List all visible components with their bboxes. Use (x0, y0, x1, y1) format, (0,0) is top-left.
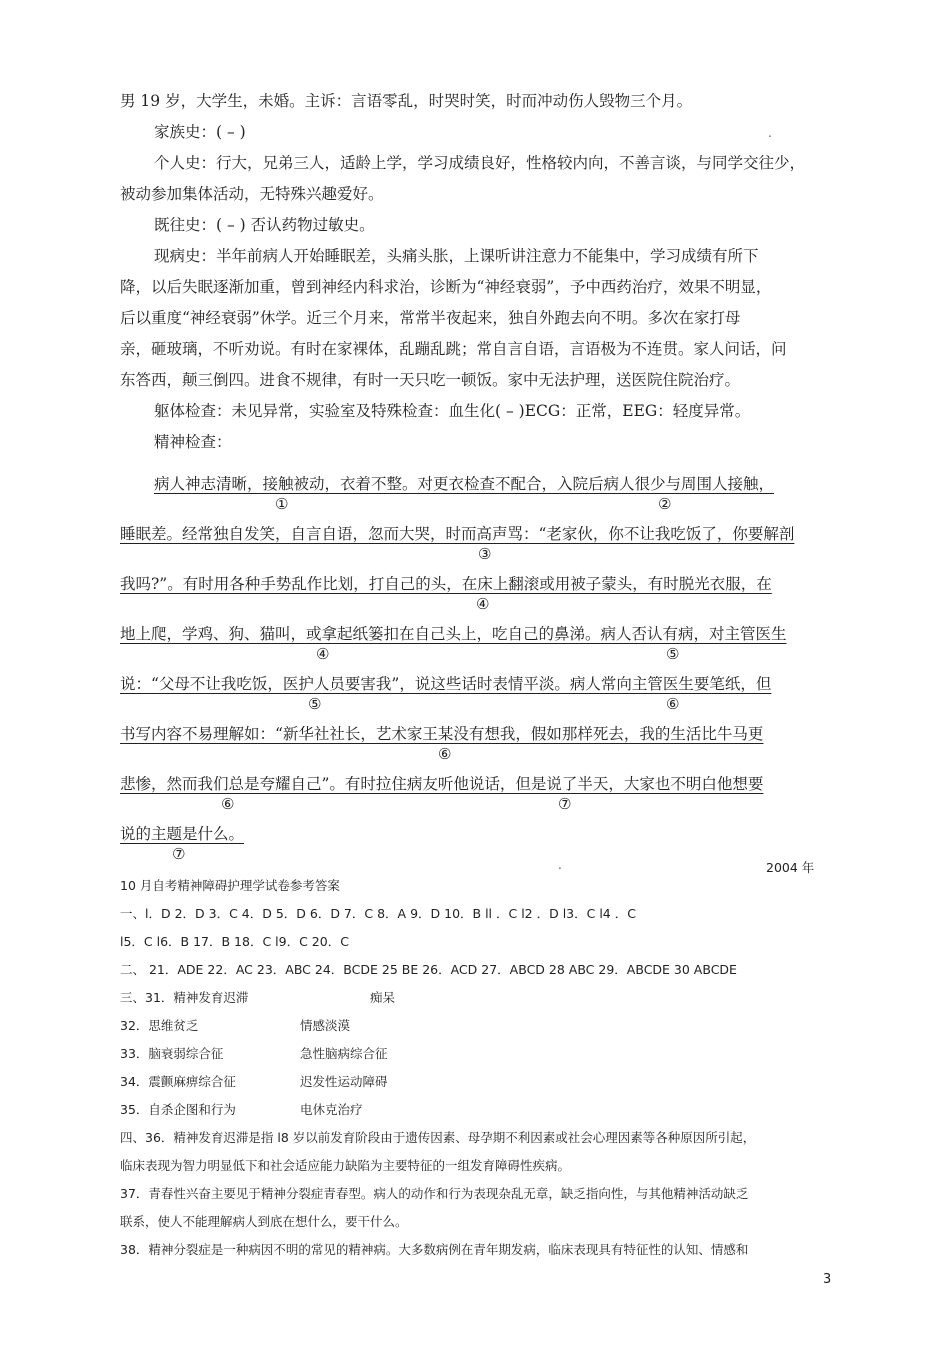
term-left: 34．震颤麻痹综合征 (120, 1074, 236, 1089)
answer-38-line-1: 38．精神分裂症是一种病因不明的常见的精神病。大多数病例在青年期发病，临床表现具有特征性的认知、情感和 (120, 1242, 749, 1257)
personal-history-line-1: 个人史：行大，兄弟三人，适龄上学，学习成绩良好，性格较内向，不善言谈，与同学交往少， (154, 154, 806, 172)
marker-7: ⑦ (558, 795, 572, 813)
section-2: 二、 21．ADE 22．AC 23．ABC 24．BCDE 25 BE 26．ACD 27．ABCD 28 ABC 29．ABCDE 30 ABCDE (120, 962, 737, 977)
marker-5: ⑤ (666, 645, 680, 663)
term-left: 三、31．精神发育迟滞 (120, 990, 249, 1005)
physical-exam: 躯体检查：未见异常，实验室及特殊检查：血生化( – )ECG：正常，EEG：轻度异常。 (154, 402, 751, 420)
term-right: 迟发性运动障碍 (300, 1074, 388, 1089)
term-right: 电休克治疗 (300, 1102, 363, 1117)
scan-speck: . (768, 126, 772, 140)
mental-exam-line-3: 我吗?”。有时用各种手势乱作比划，打自己的头，在床上翻滚或用被子蒙头，有时脱光衣服，在 (120, 575, 772, 593)
mental-exam-row (120, 460, 810, 513)
mental-exam-row (120, 660, 810, 713)
section-3-row (120, 984, 840, 1012)
marker-2: ② (658, 495, 672, 513)
personal-history-line-2: 被动参加集体活动，无特殊兴趣爱好。 (120, 185, 384, 203)
mental-exam-row (120, 710, 810, 763)
term-right: 情感淡漠 (300, 1018, 351, 1033)
term-left: 33．脑衰弱综合征 (120, 1046, 224, 1061)
term-left: 32．思维贫乏 (120, 1018, 199, 1033)
mental-exam-line-6: 书写内容不易理解如：“新华社社长，艺术家王某没有想我，假如那样死去，我的生活比牛马更 (120, 725, 764, 743)
mental-exam-row (120, 760, 810, 813)
mental-exam-row (120, 510, 810, 563)
answer-36-line-1: 四、36．精神发育迟滞是指 l8 岁以前发育阶段由于遗传因素、母孕期不利因素或社会心理因素等各种原因所引起， (120, 1130, 756, 1145)
marker-3: ③ (478, 545, 492, 563)
mental-exam-line-4: 地上爬，学鸡、狗、猫叫，或拿起纸篓扣在自己头上，吃自己的鼻涕。病人否认有病，对主管医生 (120, 625, 787, 643)
mental-exam-line-2: 睡眠差。经常独自发笑，自言自语，忽而大哭，时而高声骂：“老家伙，你不让我吃饭了，你要解剖 (120, 525, 795, 543)
mental-exam-line-1: 病人神志清晰，接触被动，衣着不整。对更衣检查不配合，入院后病人很少与周围人接触， (154, 475, 775, 493)
answer-37-line-2: 联系，使人不能理解病人到底在想什么，要干什么。 (120, 1214, 408, 1229)
mental-exam-body (120, 460, 810, 863)
present-illness-line-2: 降，以后失眠逐渐加重，曾到神经内科求治，诊断为“神经衰弱”，予中西药治疗，效果不明显， (120, 278, 772, 296)
page-number: 3 (823, 1272, 832, 1287)
mental-exam-line-5: 说：“父母不让我吃饭，医护人员要害我”，说这些话时表情平淡。病人常向主管医生要笔纸，但 (120, 675, 772, 693)
marker-6: ⑥ (666, 695, 680, 713)
marker-1: ① (275, 495, 289, 513)
present-illness-line-4: 亲，砸玻璃，不听劝说。有时在家裸体，乱蹦乱跳；常自言自语，言语极为不连贯。家人问话，问 (120, 340, 787, 358)
marker-5: ⑤ (308, 695, 322, 713)
scan-speck: . (558, 858, 562, 872)
present-illness-line-3: 后以重度“神经衰弱”休学。近三个月来，常常半夜起来，独自外跑去向不明。多次在家打母 (120, 309, 741, 327)
answer-37-line-1: 37．青春性兴奋主要见于精神分裂症青春型。病人的动作和行为表现杂乱无章，缺乏指向性，与其他精神活动缺乏 (120, 1186, 749, 1201)
marker-6: ⑥ (221, 795, 235, 813)
exam-year: 2004 年 (766, 860, 815, 875)
section-3-row (120, 1012, 840, 1040)
term-left: 35．自杀企图和行为 (120, 1102, 236, 1117)
marker-6: ⑥ (438, 745, 452, 763)
mental-exam-row (120, 560, 810, 613)
case-history (120, 86, 810, 863)
section-1-line-2: l5．C l6．B 17．B 18．C l9．C 20．C (120, 934, 349, 949)
marker-4: ④ (476, 595, 490, 613)
marker-7: ⑦ (172, 845, 186, 863)
present-illness-line-1: 现病史：半年前病人开始睡眠差，头痛头胀，上课听讲注意力不能集中，学习成绩有所下 (154, 247, 759, 265)
mental-exam-row (120, 810, 810, 863)
marker-4: ④ (316, 645, 330, 663)
mental-exam-title: 精神检查： (154, 433, 232, 451)
term-right: 痴呆 (370, 990, 396, 1005)
answer-36-line-2: 临床表现为智力明显低下和社会适应能力缺陷为主要特征的一组发育障碍性疾病。 (120, 1158, 571, 1173)
past-history: 既往史：( – ) 否认药物过敏史。 (154, 216, 375, 234)
answer-key (120, 872, 840, 1264)
section-3-row (120, 1068, 840, 1096)
family-history: 家族史：( – ) (154, 123, 246, 141)
answer-key-title: 10 月自考精神障碍护理学试卷参考答案 (120, 878, 340, 893)
term-right: 急性脑病综合征 (300, 1046, 388, 1061)
section-1-line-1: 一、l．D 2．D 3．C 4．D 5．D 6．D 7．C 8．A 9．D 10．B ll ．C l2 ．D l3．C l4 ．C (120, 906, 636, 921)
present-illness-line-5: 东答西，颠三倒四。进食不规律，有时一天只吃一顿饭。家中无法护理，送医院住院治疗。 (120, 371, 741, 389)
chief-complaint: 男 19 岁，大学生，未婚。主诉：言语零乱，时哭时笑，时而冲动伤人毁物三个月。 (120, 92, 693, 110)
section-3-row (120, 1040, 840, 1068)
mental-exam-row (120, 610, 810, 663)
mental-exam-line-8: 说的主题是什么。 (120, 825, 245, 843)
section-3-row (120, 1096, 840, 1124)
mental-exam-line-7: 悲惨，然而我们总是夸耀自己”。有时拉住病友听他说话，但是说了半天，大家也不明白他想要 (120, 775, 764, 793)
